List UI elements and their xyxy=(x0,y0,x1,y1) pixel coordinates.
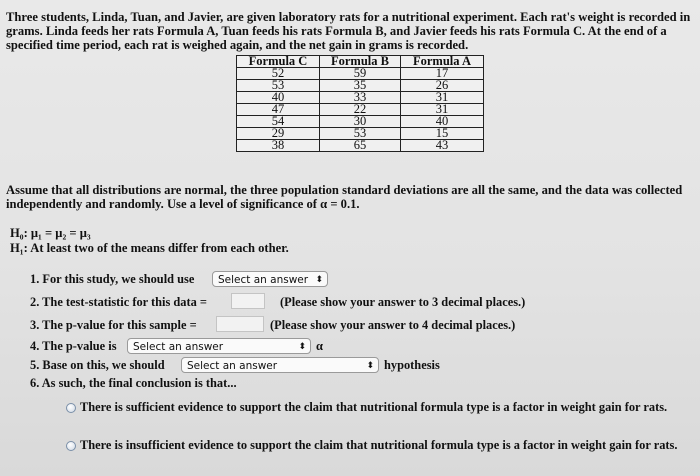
question-3-label: 3. The p-value for this sample = xyxy=(30,318,197,332)
data-table xyxy=(236,55,484,152)
conclusion-option-sufficient[interactable] xyxy=(66,400,686,414)
hypotheses xyxy=(10,226,289,256)
select-value: Select an answer xyxy=(218,274,309,286)
problem-intro: Three students, Linda, Tuan, and Javier, are given laboratory rats for a nutritional experiment. Each rat's weight is recorded in grams. Linda feeds her rats Formula A, Tuan feeds his rats Formula B, and Javier feeds his rats Formula C. At the end of a specified time period, each rat is weighed again, and the net gain in grams is recorded. xyxy=(6,10,691,52)
select-arrow-icon: ⬍ xyxy=(298,342,306,352)
question-2-note: (Please show your answer to 3 decimal places.) xyxy=(280,295,526,309)
table-cell: 53 xyxy=(320,128,401,140)
test-statistic-input[interactable] xyxy=(231,293,265,309)
table-cell: 40 xyxy=(401,116,484,128)
table-cell: 54 xyxy=(237,116,320,128)
question-3-note: (Please show your answer to 4 decimal places.) xyxy=(270,318,516,332)
table-cell: 47 xyxy=(237,104,320,116)
select-arrow-icon: ⬍ xyxy=(315,275,323,285)
select-value: Select an answer xyxy=(133,341,224,353)
table-cell: 59 xyxy=(320,68,401,80)
table-cell: 52 xyxy=(237,68,320,80)
table-cell: 30 xyxy=(320,116,401,128)
table-cell: 31 xyxy=(401,92,484,104)
conclusion-option-insufficient[interactable] xyxy=(66,438,686,452)
table-row xyxy=(237,140,484,152)
null-hypothesis: H₀: μ₁ = μ₂ = μ₃ xyxy=(10,226,91,240)
p-value-input[interactable] xyxy=(216,316,264,332)
table-cell: 15 xyxy=(401,128,484,140)
table-cell: 43 xyxy=(401,140,484,152)
hypothesis-decision-select[interactable] xyxy=(181,357,379,373)
table-cell: 22 xyxy=(320,104,401,116)
select-arrow-icon: ⬍ xyxy=(366,361,374,371)
table-cell: 26 xyxy=(401,80,484,92)
hypothesis-word: hypothesis xyxy=(384,358,440,372)
alternative-hypothesis: H₁: At least two of the means differ from each other. xyxy=(10,241,289,255)
option-label: There is insufficient evidence to support the claim that nutritional formula type is a factor in weight gain for rats. xyxy=(80,438,678,452)
alpha-symbol: α xyxy=(316,339,323,353)
column-header: Formula A xyxy=(401,56,484,68)
column-header: Formula B xyxy=(320,56,401,68)
table-cell: 38 xyxy=(237,140,320,152)
p-value-comparison-select[interactable] xyxy=(127,338,311,354)
table-cell: 65 xyxy=(320,140,401,152)
table-cell: 31 xyxy=(401,104,484,116)
column-header: Formula C xyxy=(237,56,320,68)
question-4-label: 4. The p-value is xyxy=(30,339,117,353)
assumptions-text: Assume that all distributions are normal, the three population standard deviations are all the same, and the data was collected independently and randomly. Use a level of significance of α = 0.1. xyxy=(6,183,683,211)
table-cell: 53 xyxy=(237,80,320,92)
option-label: There is sufficient evidence to support the claim that nutritional formula type is a factor in weight gain for rats. xyxy=(80,400,668,414)
test-type-select[interactable] xyxy=(212,271,328,287)
table-cell: 29 xyxy=(237,128,320,140)
question-1-label: 1. For this study, we should use xyxy=(30,272,195,286)
table-cell: 33 xyxy=(320,92,401,104)
question-6-label: 6. As such, the final conclusion is that... xyxy=(30,376,237,390)
select-value: Select an answer xyxy=(187,360,278,372)
table-cell: 17 xyxy=(401,68,484,80)
question-5-label: 5. Base on this, we should xyxy=(30,358,165,372)
question-2-label: 2. The test-statistic for this data = xyxy=(30,295,207,309)
table-cell: 35 xyxy=(320,80,401,92)
table-cell: 40 xyxy=(237,92,320,104)
